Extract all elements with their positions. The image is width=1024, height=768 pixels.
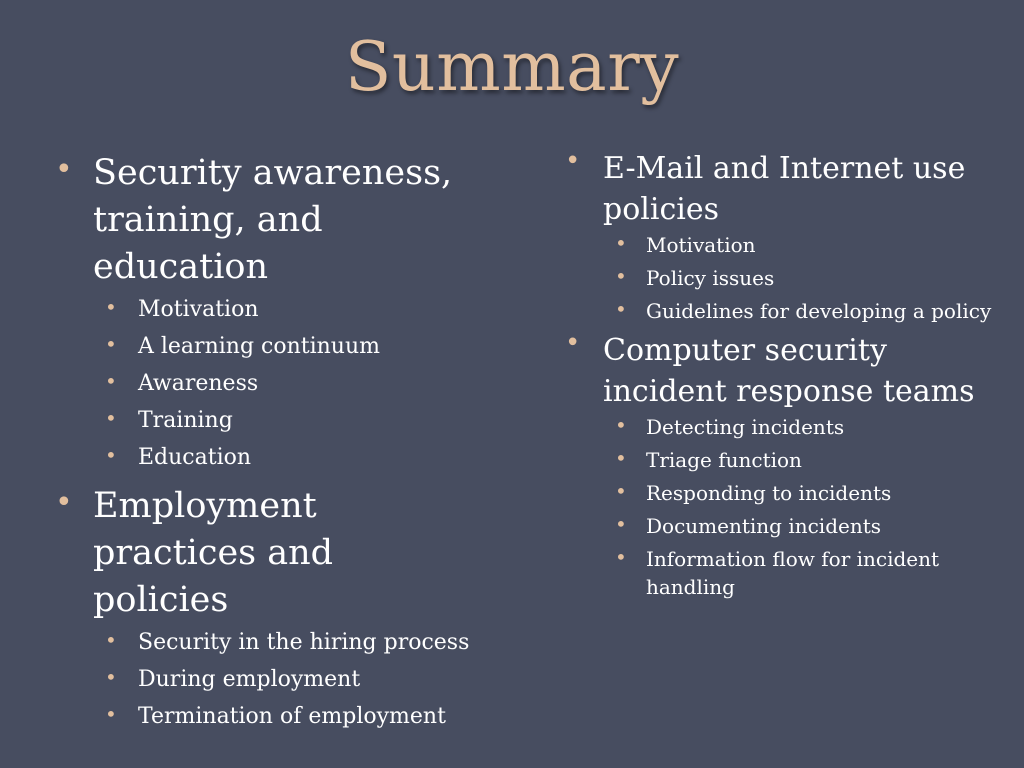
sub-item-text: Motivation xyxy=(646,233,756,257)
sub-bullet-icon: • xyxy=(105,443,117,467)
sub-item-text: During employment xyxy=(138,667,361,692)
bullet-text: Computer security incident response teams xyxy=(603,333,975,409)
sub-bullet-icon: • xyxy=(105,332,117,356)
bullet-icon: • xyxy=(565,146,581,176)
sub-item xyxy=(565,479,1005,507)
right-column xyxy=(565,148,1005,606)
sub-bullet-icon: • xyxy=(615,264,627,288)
sub-item xyxy=(565,446,1005,474)
sub-item-text: Education xyxy=(138,445,252,470)
sub-list xyxy=(565,413,1005,601)
sub-bullet-icon: • xyxy=(615,512,627,536)
sub-bullet-icon: • xyxy=(615,479,627,503)
sub-bullet-icon: • xyxy=(105,295,117,319)
bullet-item xyxy=(565,330,1005,601)
sub-item xyxy=(55,328,475,365)
sub-item xyxy=(55,661,475,698)
sub-item xyxy=(55,291,475,328)
sub-bullet-icon: • xyxy=(105,665,117,689)
sub-item-text: Training xyxy=(138,408,233,433)
sub-item xyxy=(55,624,475,661)
sub-item-text: Triage function xyxy=(646,448,802,472)
sub-item-text: Motivation xyxy=(138,297,259,322)
sub-bullet-icon: • xyxy=(615,297,627,321)
sub-item xyxy=(55,698,475,735)
sub-item xyxy=(565,264,1005,292)
bullet-item xyxy=(55,483,475,735)
bullet-item-head xyxy=(565,148,1005,230)
sub-bullet-icon: • xyxy=(615,446,627,470)
sub-bullet-icon: • xyxy=(615,545,627,569)
bullet-icon: • xyxy=(565,328,581,358)
sub-item-text: Documenting incidents xyxy=(646,514,882,538)
bullet-item-head xyxy=(55,150,475,291)
sub-list xyxy=(55,291,475,476)
sub-item xyxy=(565,231,1005,259)
bullet-text: E-Mail and Internet use policies xyxy=(603,151,966,227)
sub-bullet-icon: • xyxy=(105,628,117,652)
bullet-text: Employment practices and policies xyxy=(93,486,334,620)
sub-list xyxy=(55,624,475,735)
sub-item-text: Detecting incidents xyxy=(646,415,845,439)
sub-bullet-icon: • xyxy=(615,413,627,437)
bullet-text: Security awareness, training, and education xyxy=(93,153,453,287)
sub-item-text: Awareness xyxy=(138,371,259,396)
slide-title: Summary xyxy=(344,28,680,107)
sub-item xyxy=(55,402,475,439)
sub-item xyxy=(565,512,1005,540)
bullet-icon: • xyxy=(55,152,73,187)
sub-item-text: A learning continuum xyxy=(138,334,380,359)
bullet-item xyxy=(565,148,1005,325)
sub-bullet-icon: • xyxy=(105,369,117,393)
sub-item xyxy=(55,439,475,476)
sub-item-text: Information flow for incident handling xyxy=(646,547,940,599)
sub-item-text: Policy issues xyxy=(646,266,775,290)
bullet-item xyxy=(55,150,475,476)
sub-item xyxy=(565,545,1005,601)
sub-item-text: Termination of employment xyxy=(138,704,446,729)
sub-list xyxy=(565,231,1005,325)
sub-item-text: Responding to incidents xyxy=(646,481,892,505)
sub-item xyxy=(565,413,1005,441)
sub-item-text: Guidelines for developing a policy xyxy=(646,299,992,323)
left-column xyxy=(55,150,475,735)
bullet-item-head xyxy=(565,330,1005,412)
sub-bullet-icon: • xyxy=(615,231,627,255)
sub-item xyxy=(565,297,1005,325)
sub-item xyxy=(55,365,475,402)
sub-bullet-icon: • xyxy=(105,702,117,726)
bullet-icon: • xyxy=(55,485,73,520)
sub-bullet-icon: • xyxy=(105,406,117,430)
bullet-item-head xyxy=(55,483,475,624)
sub-item-text: Security in the hiring process xyxy=(138,630,470,655)
